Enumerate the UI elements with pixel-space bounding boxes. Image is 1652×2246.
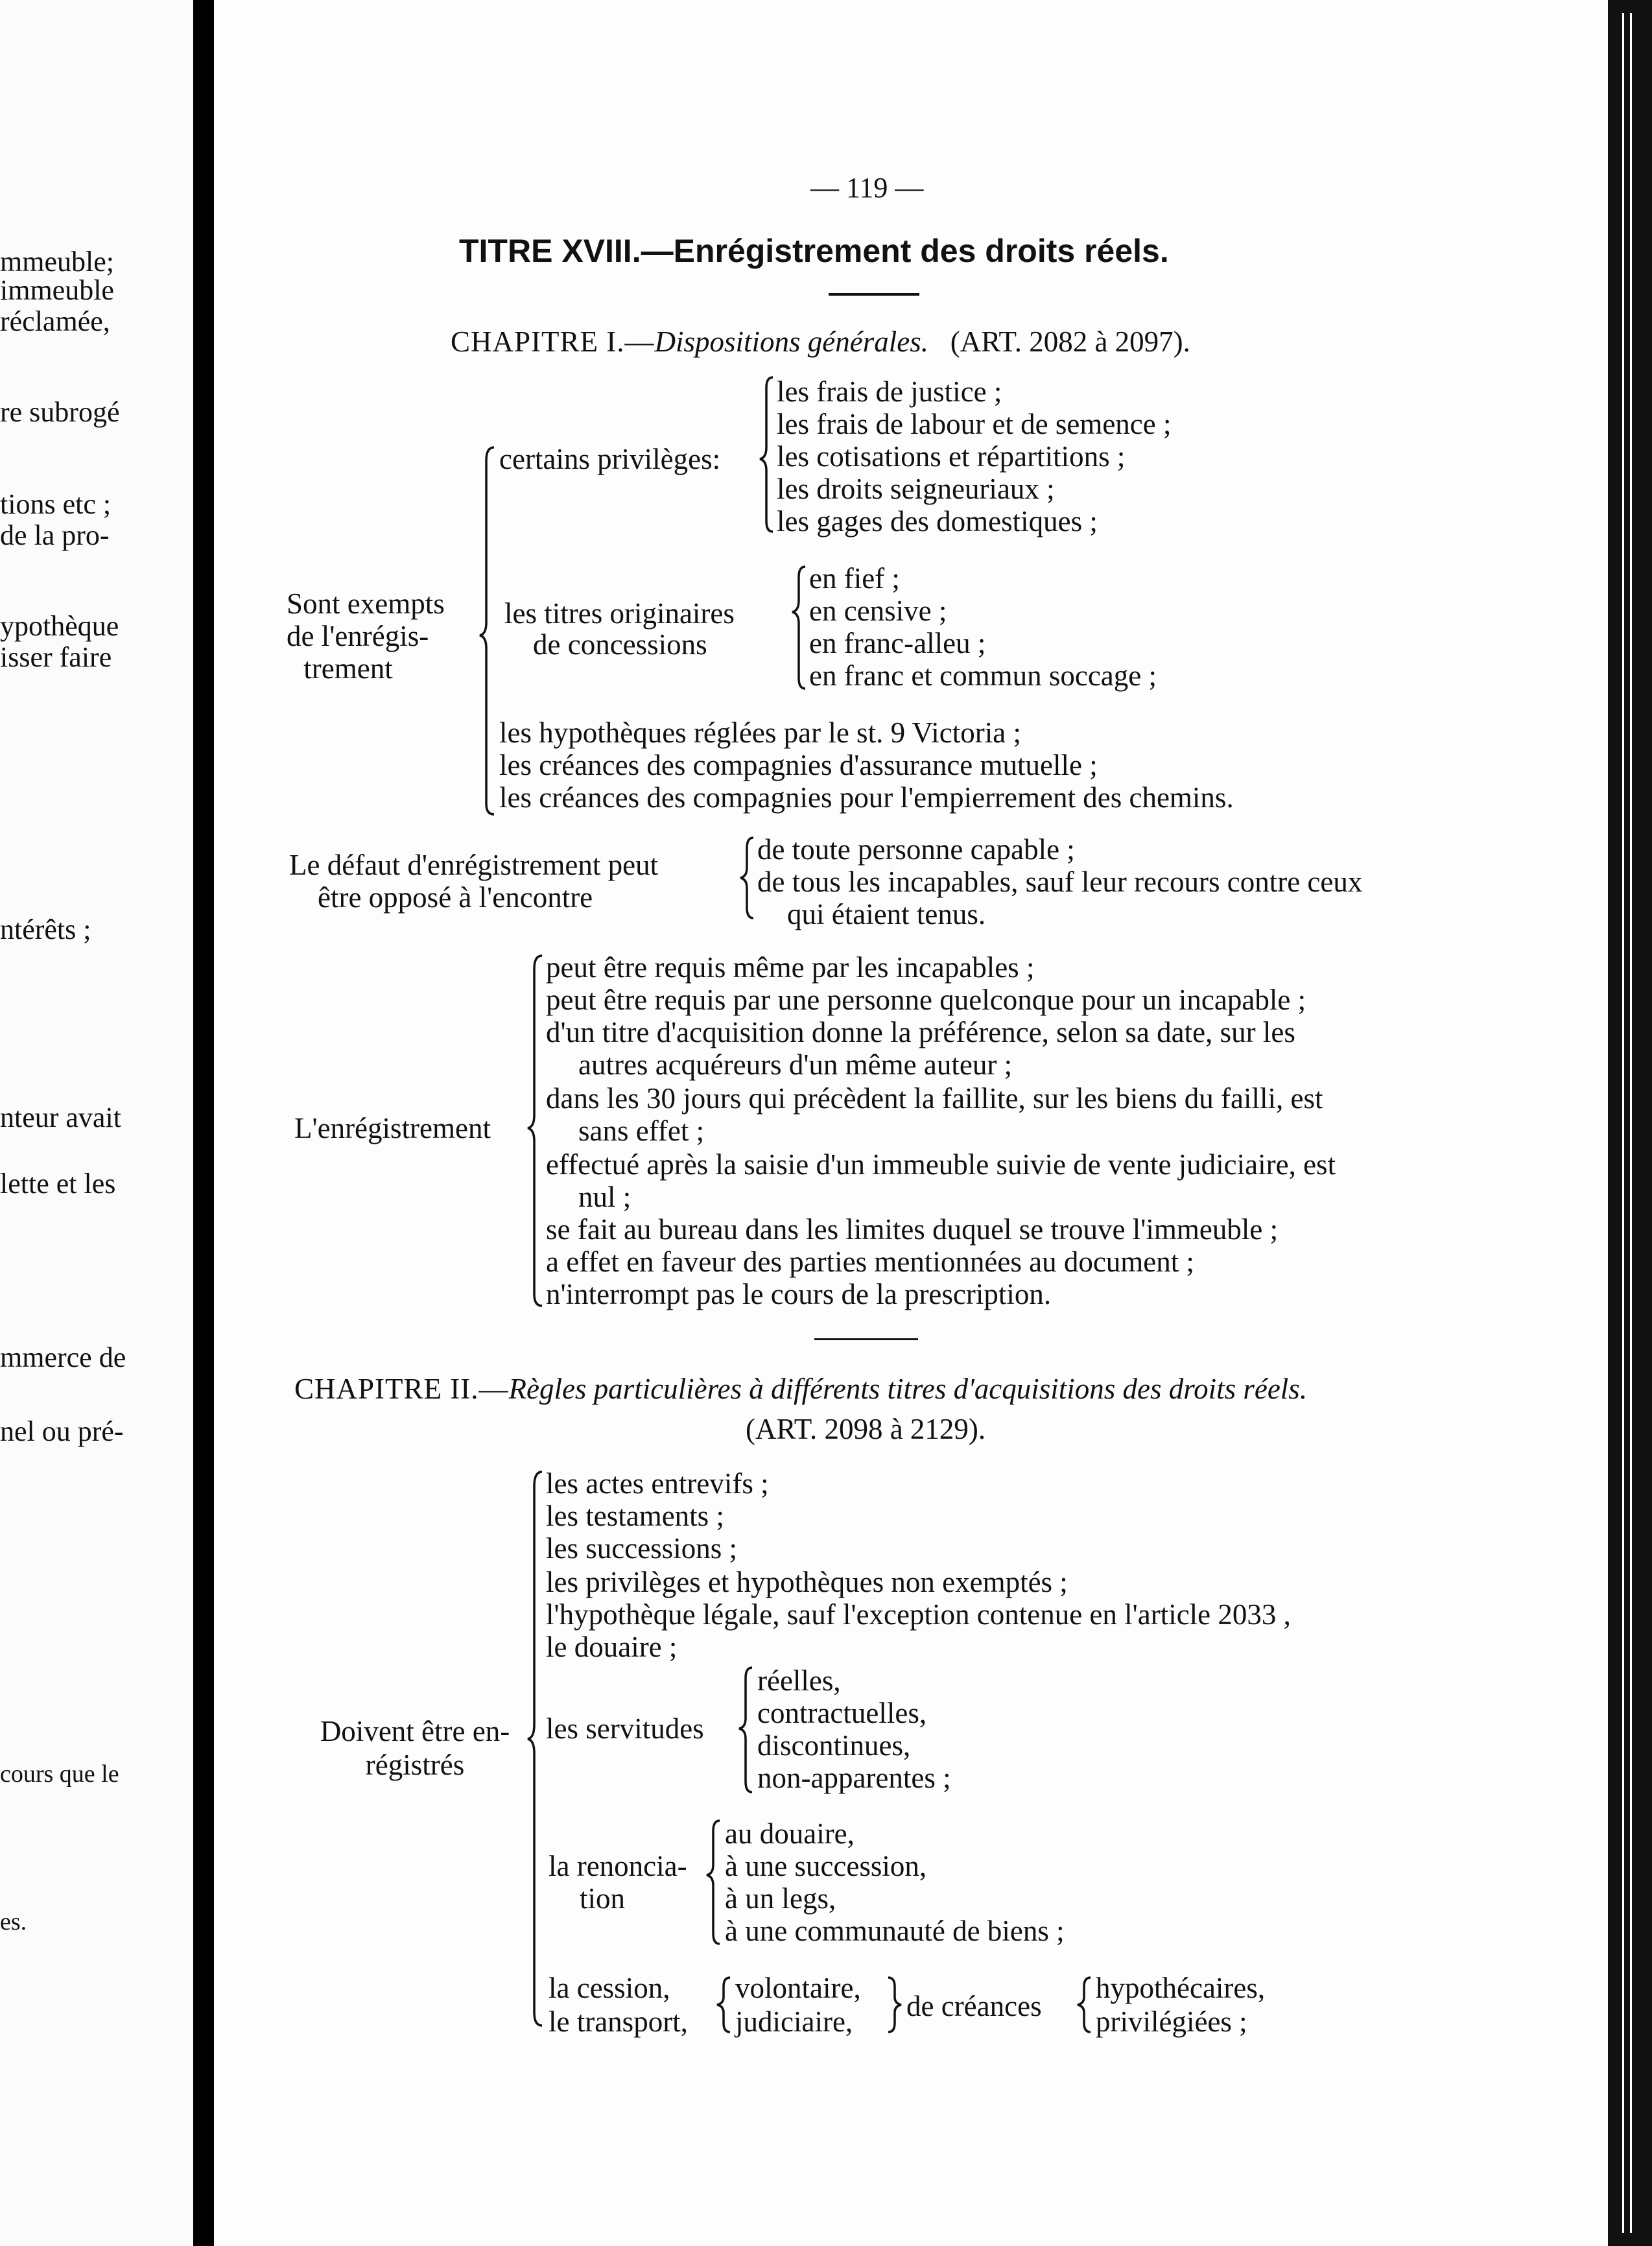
privilege-item: les gages des domestiques ; (777, 505, 1098, 538)
enregistrement-label: L'enrégistrement (294, 1112, 491, 1144)
exempts-label-line: trement (303, 652, 393, 685)
enregistrement-item: n'interrompt pas le cours de la prescription. (546, 1278, 1052, 1310)
defaut-item: qui étaient tenus. (787, 898, 986, 930)
privilege-item: les frais de justice ; (777, 375, 1002, 408)
servitude-item: discontinues, (757, 1729, 911, 1762)
left-page-line: es. (0, 1908, 27, 1935)
left-page-line: mmerce de (0, 1342, 126, 1373)
doivent-label-line: Doivent être en- (320, 1715, 510, 1747)
left-page-line: immeuble (0, 274, 114, 306)
titres-label-line: de concessions (533, 628, 707, 661)
chapter-1-heading (451, 327, 1190, 357)
transport-label: le transport, (549, 2005, 688, 2038)
left-page-line: cours que le (0, 1760, 119, 1788)
enregistrement-item: d'un titre d'acquisition donne la préférence, selon sa date, sur les (546, 1016, 1295, 1048)
doivent-item: les actes entrevifs ; (546, 1467, 769, 1500)
edge-line (1630, 13, 1632, 2233)
enregistrement-item: nul ; (578, 1181, 631, 1213)
privilege-item: les cotisations et répartitions ; (777, 440, 1126, 473)
mode-item: judiciaire, (735, 2005, 853, 2038)
page-edge (1608, 0, 1652, 2246)
titre-item: en censive ; (809, 595, 947, 627)
exempts-label-line: Sont exempts (287, 587, 445, 620)
defaut-label-line: être opposé à l'encontre (318, 881, 593, 914)
enregistrement-item: sans effet ; (578, 1115, 705, 1147)
left-page-line: ntérêts ; (0, 914, 91, 945)
left-page-line: isser faire (0, 641, 112, 673)
chapter-1-prefix: CHAPITRE I.— (451, 325, 655, 358)
doivent-item: le douaire ; (546, 1631, 678, 1663)
exempt-item: les hypothèques réglées par le st. 9 Victoria ; (499, 716, 1021, 749)
chapter-2-prefix: CHAPITRE II.— (294, 1373, 509, 1405)
servitude-item: réelles, (757, 1664, 841, 1697)
mode-item: volontaire, (735, 1972, 861, 2004)
privilege-item: les droits seigneuriaux ; (777, 473, 1055, 505)
left-page-line: nel ou pré- (0, 1415, 124, 1447)
chapter-2-name: Règles particulières à différents titres d'acquisitions des droits réels. (508, 1373, 1308, 1405)
left-page-line: lette et les (0, 1168, 116, 1200)
privilege-item: les frais de labour et de semence ; (777, 408, 1172, 440)
enregistrement-item: effectué après la saisie d'un immeuble suivie de vente judiciaire, est (546, 1148, 1336, 1181)
creances-brace (214, 0, 215, 1)
defaut-item: de toute personne capable ; (757, 833, 1075, 866)
exempt-item: les créances des compagnies d'assurance mutuelle ; (499, 749, 1098, 781)
exempts-label (287, 587, 445, 685)
right-page (214, 0, 1608, 2246)
renonciation-label-line: tion (580, 1882, 626, 1915)
servitude-item: contractuelles, (757, 1697, 927, 1729)
doivent-item: l'hypothèque légale, sauf l'exception contenue en l'article 2033 , (546, 1598, 1291, 1631)
chapter-2-articles: (ART. 2098 à 2129). (746, 1413, 986, 1445)
enregistrement-item: autres acquéreurs d'un même auteur ; (578, 1048, 1013, 1081)
doivent-item: les testaments ; (546, 1500, 724, 1532)
left-page-line: de la pro- (0, 519, 110, 551)
title-rule (829, 293, 919, 296)
left-page-line: nteur avait (0, 1102, 121, 1133)
cession-label: la cession, (549, 1972, 670, 2004)
servitudes-label: les servitudes (546, 1712, 704, 1745)
titre-item: en franc et commun soccage ; (809, 659, 1157, 692)
chapter-1-name: Dispositions générales. (654, 325, 928, 358)
page-number: — 119 — (810, 172, 924, 204)
renonciation-item: au douaire, (725, 1817, 855, 1850)
doivent-item: les privilèges et hypothèques non exemptés ; (546, 1566, 1068, 1598)
left-facing-page (0, 0, 193, 2246)
chapter-1-articles: (ART. 2082 à 2097). (950, 325, 1190, 358)
titre-item: en fief ; (809, 562, 900, 595)
renonciation-item: à une communauté de biens ; (725, 1915, 1065, 1947)
creance-item: privilégiées ; (1096, 2005, 1247, 2038)
left-page-line: re subrogé (0, 396, 120, 428)
doivent-item: les successions ; (546, 1532, 737, 1565)
exempts-label-line: de l'enrégis- (287, 620, 429, 652)
enregistrement-item: a effet en faveur des parties mentionnées au document ; (546, 1246, 1195, 1278)
renonciation-item: à une succession, (725, 1850, 927, 1882)
enregistrement-item: peut être requis par une personne quelconque pour un incapable ; (546, 984, 1306, 1016)
enregistrement-item: peut être requis même par les incapables ; (546, 951, 1035, 984)
creances-label: de créances (906, 1990, 1042, 2022)
doivent-label-line: régistrés (365, 1749, 465, 1781)
left-page-line: mmeuble; (0, 246, 114, 278)
left-page-line: ypothèque (0, 610, 119, 642)
enregistrement-item: dans les 30 jours qui précèdent la faillite, sur les biens du failli, est (546, 1082, 1323, 1115)
left-page-line: tions etc ; (0, 488, 112, 520)
doivent-label (298, 1714, 532, 1782)
servitude-item: non-apparentes ; (757, 1762, 951, 1794)
renonciation-label-line: la renoncia- (549, 1850, 687, 1882)
defaut-item: de tous les incapables, sauf leur recours contre ceux (757, 866, 1363, 898)
exempt-item: les créances des compagnies pour l'empierrement des chemins. (499, 781, 1234, 814)
enregistrement-item: se fait au bureau dans les limites duquel se trouve l'immeuble ; (546, 1213, 1279, 1246)
titre-item: en franc-alleu ; (809, 627, 986, 659)
defaut-label-line: Le défaut d'enrégistrement peut (289, 849, 659, 881)
edge-line (1622, 13, 1624, 2233)
titres-label-line: les titres originaires (504, 597, 735, 630)
section-rule (814, 1338, 918, 1340)
privileges-label: certains privilèges: (499, 443, 721, 475)
renonciation-item: à un legs, (725, 1882, 836, 1915)
left-page-line: réclamée, (0, 305, 110, 337)
page-title: TITRE XVIII.—Enrégistrement des droits réels. (459, 233, 1169, 269)
creance-item: hypothécaires, (1096, 1972, 1266, 2004)
chapter-2-heading (294, 1375, 1307, 1404)
